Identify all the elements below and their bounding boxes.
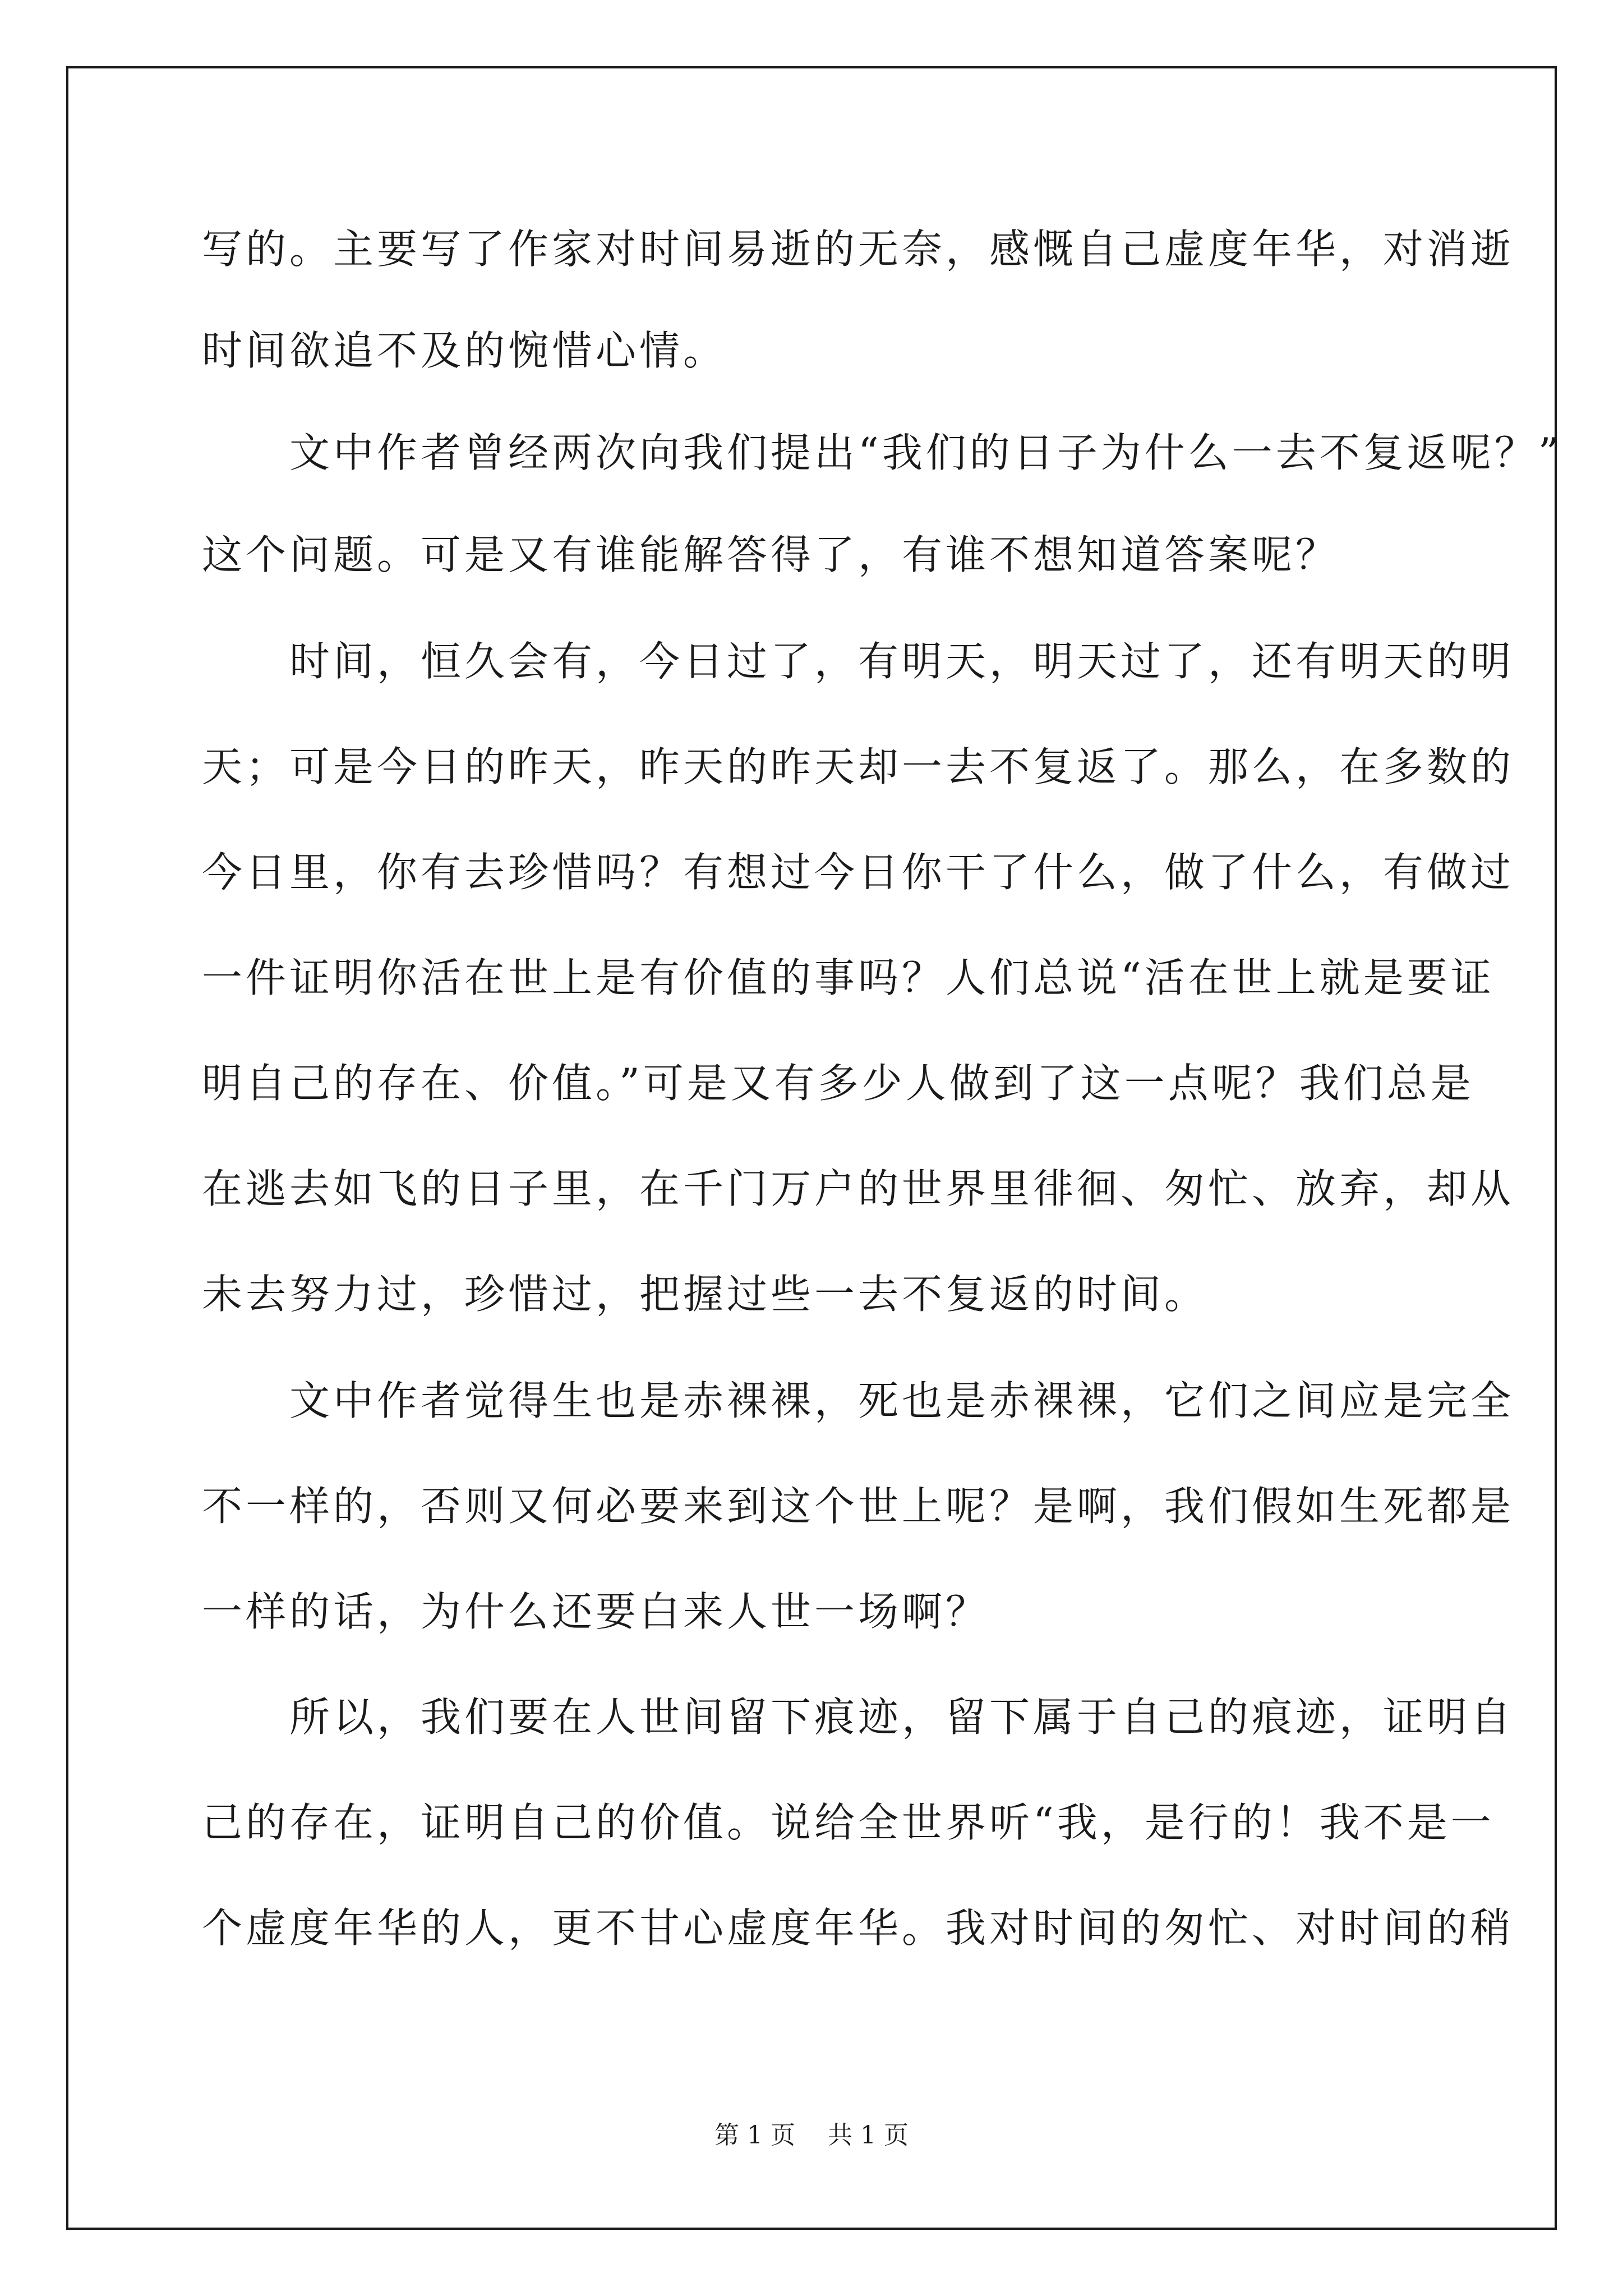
text-line: 一件证明你活在世上是有价值的事吗？人们总说“活在世上就是要证: [202, 954, 1495, 1001]
text-line: 时间欲追不及的惋惜心情。: [202, 327, 727, 374]
text-line: 在逃去如飞的日子里，在千门万户的世界里徘徊、匆忙、放弃，却从: [202, 1165, 1515, 1212]
text-line: 所以，我们要在人世间留下痕迹，留下属于自己的痕迹，证明自: [202, 1694, 1515, 1741]
text-line: 一样的话，为什么还要白来人世一场啊？: [202, 1588, 990, 1635]
text-line: 不一样的，否则又何必要来到这个世上呢？是啊，我们假如生死都是: [202, 1483, 1515, 1530]
text-line: 这个问题。可是又有谁能解答得了，有谁不想知道答案呢？: [202, 531, 1340, 578]
text-line: 今日里，你有去珍惜吗？有想过今日你干了什么，做了什么，有做过: [202, 849, 1515, 896]
text-line: 文中作者曾经两次向我们提出“我们的日子为什么一去不复返呢？”: [202, 429, 1562, 476]
text-line: 己的存在，证明自己的价值。说给全世界听“我，是行的！我不是一: [202, 1799, 1495, 1846]
text-line: 天；可是今日的昨天，昨天的昨天却一去不复返了。那么，在多数的: [202, 743, 1515, 790]
text-line: 明自己的存在、价值。”可是又有多少人做到了这一点呢？我们总是: [202, 1060, 1474, 1107]
text-line: 文中作者觉得生也是赤裸裸，死也是赤裸裸，它们之间应是完全: [202, 1377, 1515, 1424]
text-line: 写的。主要写了作家对时间易逝的无奈，感慨自己虚度年华，对消逝: [202, 226, 1515, 273]
page-number-footer: 第 1 页 共 1 页: [714, 2121, 909, 2150]
text-line: 时间，恒久会有，今日过了，有明天，明天过了，还有明天的明: [202, 638, 1515, 685]
text-line: 未去努力过，珍惜过，把握过些一去不复返的时间。: [202, 1271, 1209, 1318]
text-line: 个虚度年华的人，更不甘心虚度年华。我对时间的匆忙、对时间的稍: [202, 1904, 1515, 1952]
